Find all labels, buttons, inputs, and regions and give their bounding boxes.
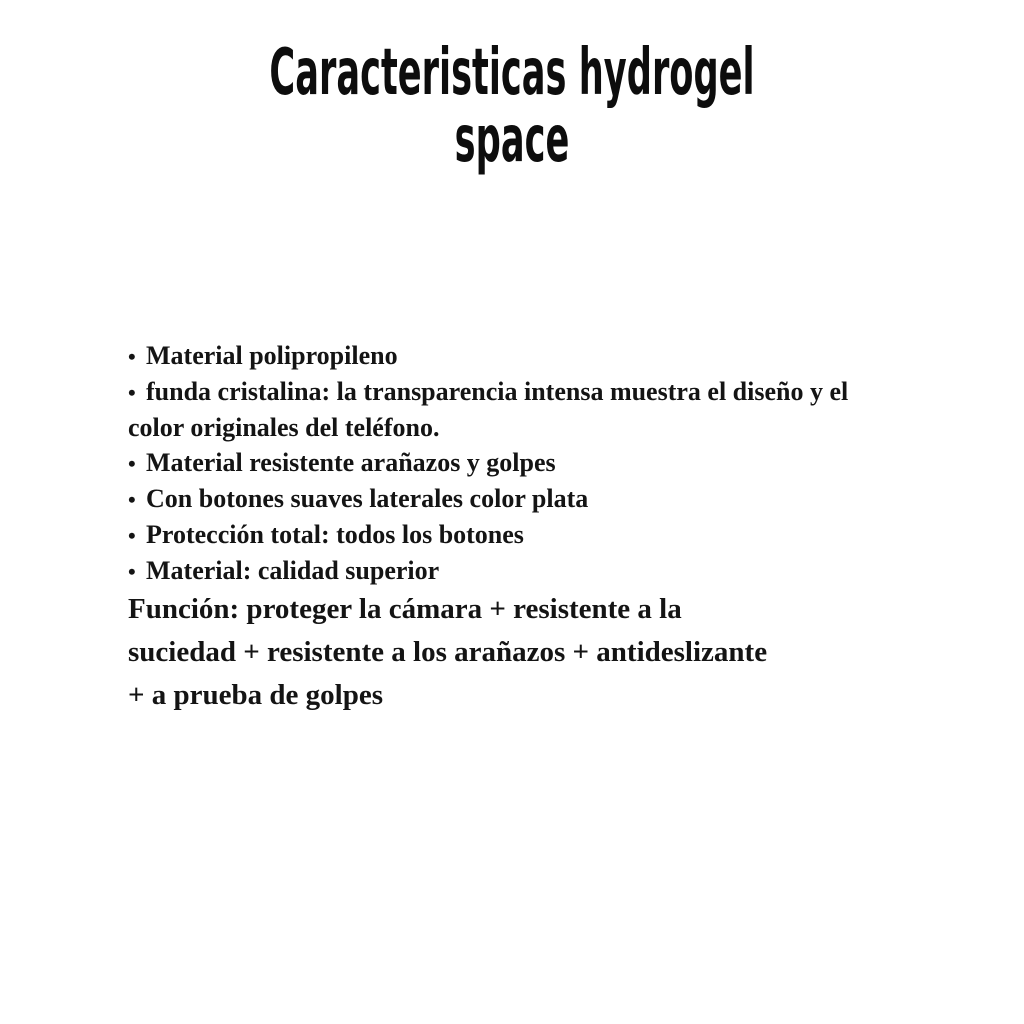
feature-text: funda cristalina: la transparencia intensa muestra el diseño y el bbox=[146, 377, 849, 406]
feature-list bbox=[128, 338, 908, 589]
function-line: + a prueba de golpes bbox=[128, 679, 383, 711]
bullet-glyph: • bbox=[128, 523, 136, 548]
feature-line bbox=[128, 517, 908, 553]
page-title-line-2: space bbox=[454, 103, 570, 177]
feature-line bbox=[128, 553, 908, 589]
bullet-glyph: • bbox=[128, 380, 136, 405]
feature-text: Con botones suaves laterales color plata bbox=[146, 484, 589, 513]
bullet-glyph: • bbox=[128, 487, 136, 512]
feature-text: Material polipropileno bbox=[146, 341, 398, 370]
feature-text: Protección total: todos los botones bbox=[146, 520, 524, 549]
feature-line bbox=[128, 338, 908, 374]
page-title bbox=[230, 36, 793, 177]
bullet-glyph: • bbox=[128, 344, 136, 369]
feature-line bbox=[128, 374, 908, 410]
feature-text: color originales del teléfono. bbox=[128, 413, 440, 442]
page-title-line-1: Caracteristicas hydrogel bbox=[269, 36, 755, 110]
bullet-glyph: • bbox=[128, 451, 136, 476]
feature-line-continuation bbox=[128, 410, 908, 445]
function-paragraph bbox=[128, 588, 928, 717]
feature-line bbox=[128, 445, 908, 481]
function-line: Función: proteger la cámara + resistente a la bbox=[128, 593, 682, 625]
bullet-glyph: • bbox=[128, 559, 136, 584]
feature-text: Material: calidad superior bbox=[146, 556, 440, 585]
feature-line bbox=[128, 481, 908, 517]
feature-text: Material resistente arañazos y golpes bbox=[146, 448, 556, 477]
function-line: suciedad + resistente a los arañazos + antideslizante bbox=[128, 636, 768, 668]
